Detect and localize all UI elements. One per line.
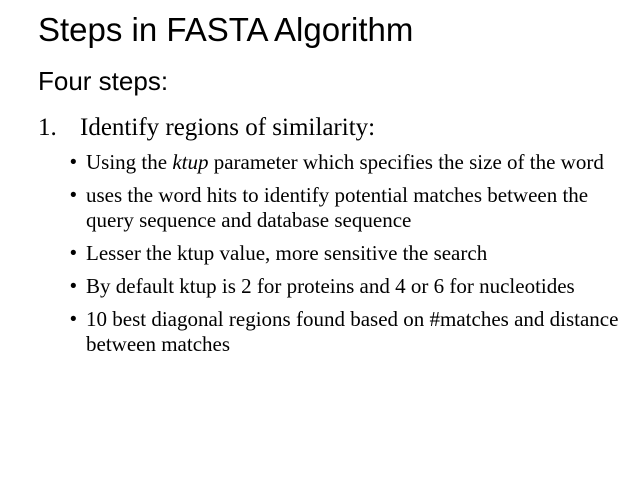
bullet-list xyxy=(70,150,630,365)
bullet-icon: • xyxy=(70,243,77,264)
bullet-item xyxy=(70,307,630,357)
bullet-icon: • xyxy=(70,185,77,206)
slide-title: Steps in FASTA Algorithm xyxy=(38,11,414,48)
bullet-text: By default ktup is 2 for proteins and 4 or 6 for nucleotides xyxy=(86,274,575,298)
bullet-item xyxy=(70,274,630,299)
step-text: Identify regions of similarity: xyxy=(80,114,376,141)
bullet-icon: • xyxy=(70,152,77,173)
step-number: 1. xyxy=(38,114,57,141)
bullet-item xyxy=(70,150,630,175)
bullet-text xyxy=(86,150,604,174)
bullet-text: 10 best diagonal regions found based on #matches and distance between matches xyxy=(86,307,619,356)
bullet-icon: • xyxy=(70,276,77,297)
bullet-text: Lesser the ktup value, more sensitive the search xyxy=(86,241,488,265)
bullet-text-prefix: Using the xyxy=(86,150,173,174)
bullet-text-emphasis: ktup xyxy=(172,150,209,174)
slide-subtitle: Four steps: xyxy=(38,66,169,96)
step-heading xyxy=(38,112,375,144)
bullet-text: uses the word hits to identify potential matches between the query sequence and database sequence xyxy=(86,183,589,232)
bullet-item xyxy=(70,183,630,233)
bullet-icon: • xyxy=(70,309,77,330)
bullet-text-rest: parameter which specifies the size of the word xyxy=(208,150,604,174)
bullet-item xyxy=(70,241,630,266)
